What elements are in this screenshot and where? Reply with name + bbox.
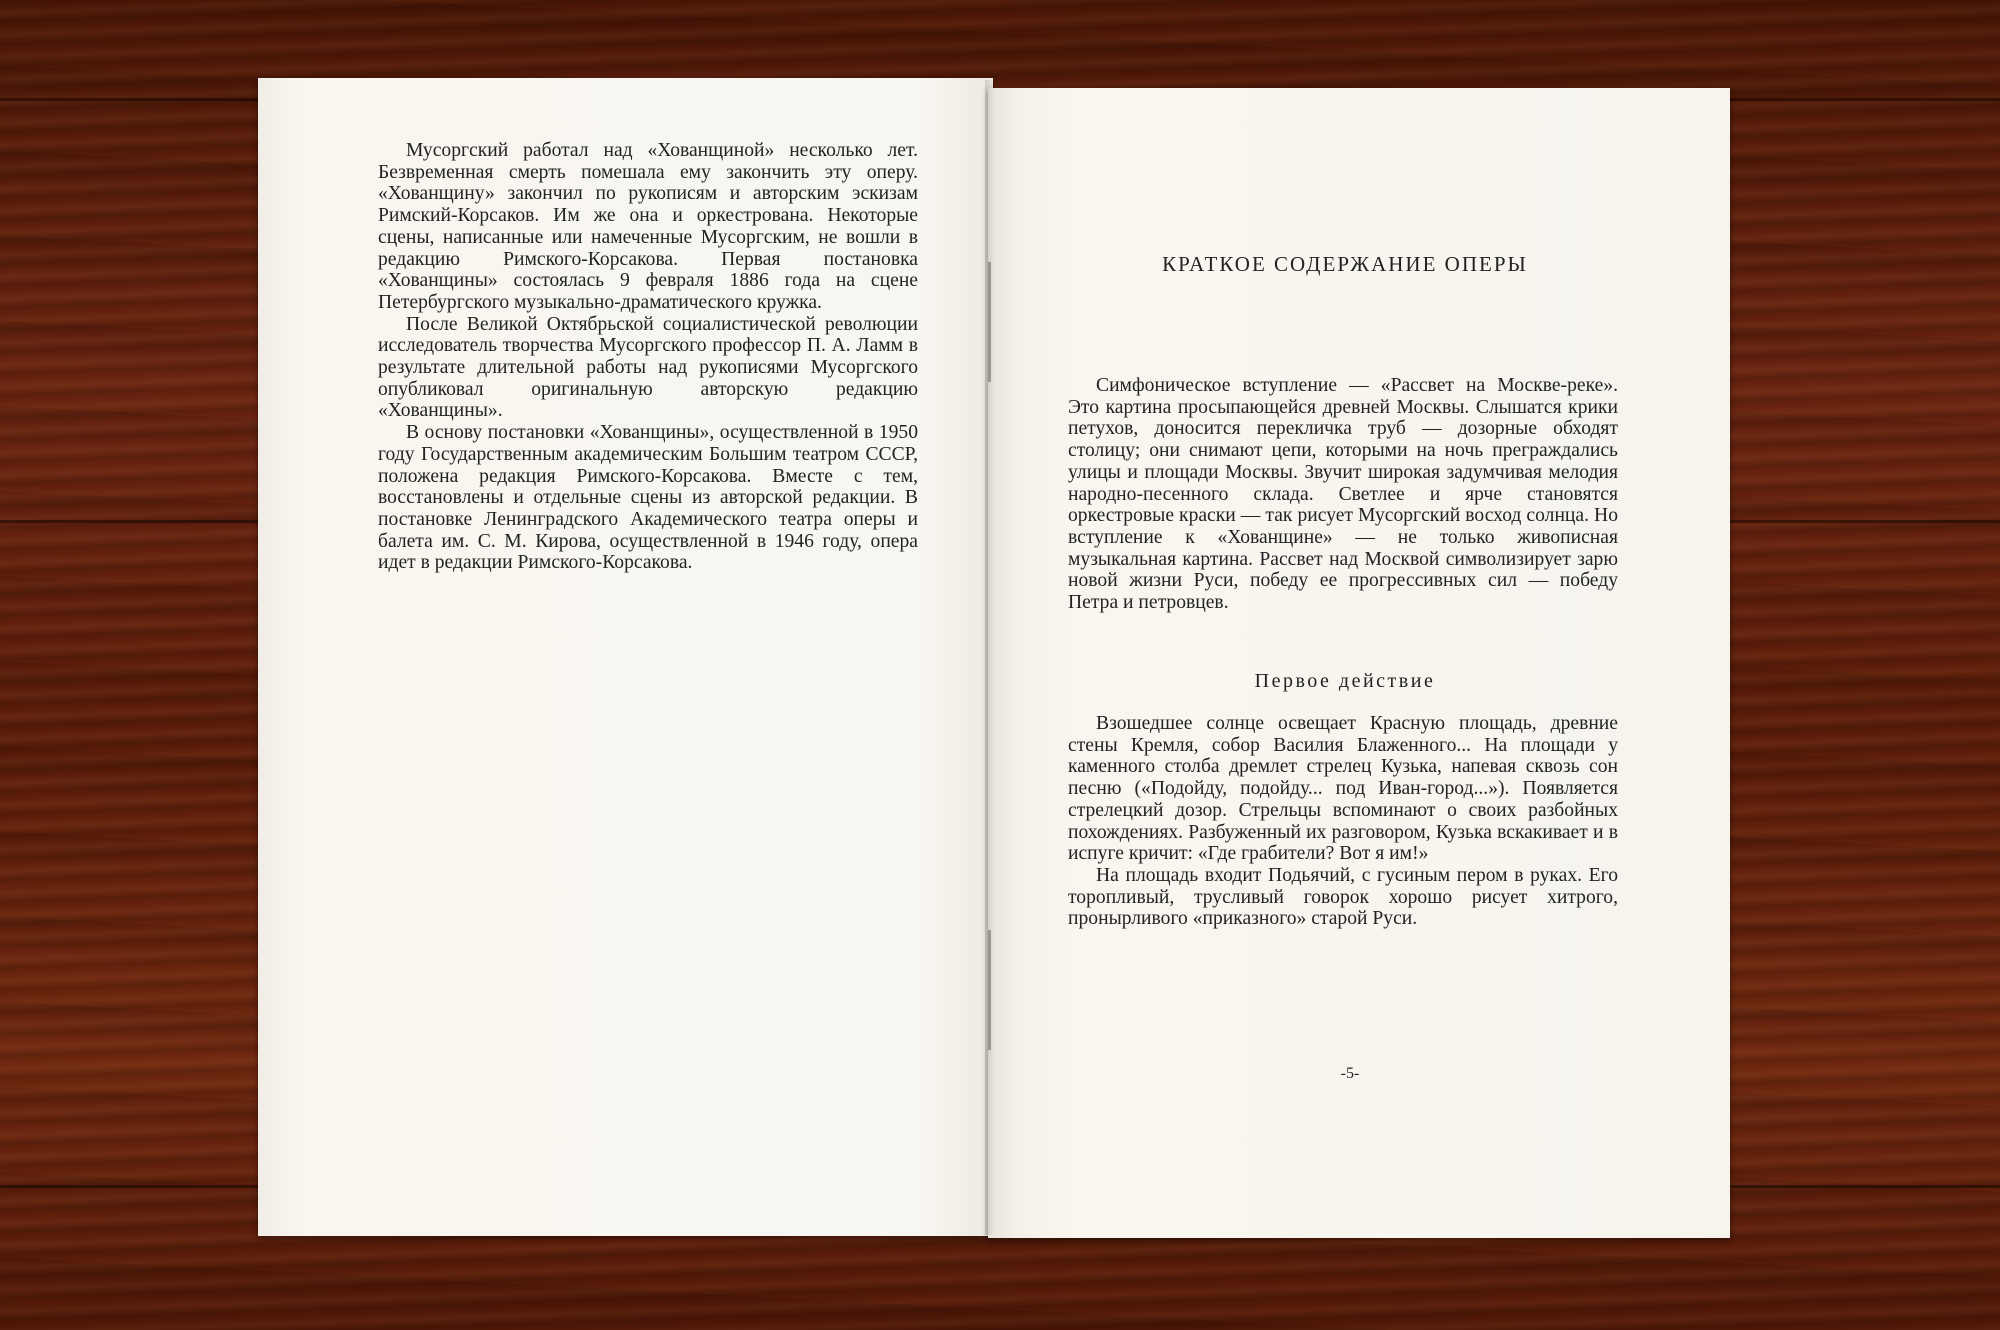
paragraph: На площадь входит Подьячий, с гусиным пером в руках. Его торопливый, трусливый говорок хорошо рисует хитрого, пронырливого «приказного» старой Руси. (1068, 864, 1618, 930)
left-page-text (378, 140, 918, 574)
booklet-spine (985, 80, 993, 1235)
page-title: КРАТКОЕ СОДЕРЖАНИЕ ОПЕРЫ (1162, 252, 1528, 276)
paragraph: В основу постановки «Хованщины», осуществленной в 1950 году Государственным академическим Большим театром СССР, положена редакция Римского-Корсакова. Вместе с тем, восстановлены и отдельные сцены из авторской редакции. В постановке Ленинградского Академического театра оперы и балета им. С. М. Кирова, осуществленной в 1946 году, опера идет в редакции Римского-Корсакова. (378, 422, 918, 574)
intro-text (1068, 375, 1618, 614)
section-title: Первое действие (1254, 670, 1436, 692)
page-number: -5- (1340, 1065, 1360, 1082)
paragraph: Симфоническое вступление — «Рассвет на Москве-реке». Это картина просыпающейся древней Москвы. Слышатся крики петухов, доносится перекличка труб — дозорные обходят столицу; они снимают цепи, которыми на ночь преграждались улицы и площади Москвы. Звучит широкая задумчивая мелодия народно-песенного склада. Светлее и ярче становятся оркестровые краски — так рисует Мусоргский восход солнца. Но вступление к «Хованщине» — не только живописная музыкальная картина. Рассвет над Москвой символизирует зарю новой жизни Руси, победу ее прогрессивных сил — победу Петра и петровцев. (1068, 375, 1618, 614)
paragraph: После Великой Октябрьской социалистической революции исследователь творчества Мусоргского профессор П. А. Ламм в результате длительной работы над рукописями Мусоргского опубликовал оригинальную авторскую редакцию «Хованщины». (378, 313, 918, 422)
paragraph: Мусоргский работал над «Хованщиной» несколько лет. Безвременная смерть помешала ему закончить эту оперу. «Хованщину» закончил по рукописям и авторским эскизам Римский-Корсаков. Им же она и оркестрована. Некоторые сцены, написанные или намеченные Мусоргским, не вошли в редакцию Римского-Корсакова. Первая постановка «Хованщины» состоялась 9 февраля 1886 года на сцене Петербургского музыкально-драматического кружка. (378, 140, 918, 313)
staple (988, 262, 991, 382)
paragraph: Взошедшее солнце освещает Красную площадь, древние стены Кремля, собор Василия Блаженного... На площади у каменного столба дремлет стрелец Кузька, напевая сквозь сон песню («Подойду, подойду... под Иван-город...»). Появляется стрелецкий дозор. Стрельцы вспоминают о своих разбойных похождениях. Разбуженный их разговором, Кузька вскакивает и в испуге кричит: «Где грабители? Вот я им!» (1068, 713, 1618, 865)
staple (988, 930, 991, 1050)
section-text (1068, 713, 1618, 930)
